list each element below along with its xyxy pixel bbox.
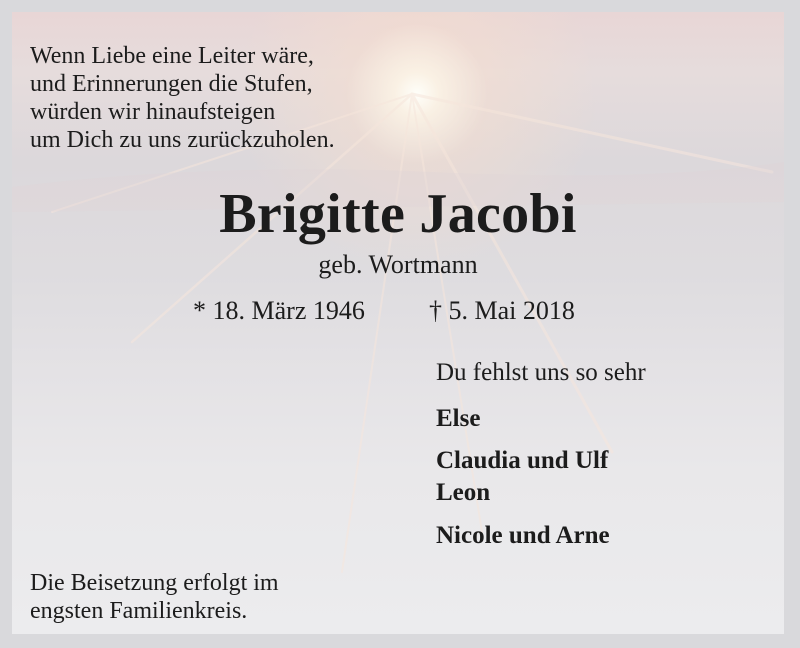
poem-line: und Erinnerungen die Stufen, (30, 71, 313, 97)
mourner-name: Else (436, 405, 481, 432)
mourner-name: Leon (436, 479, 491, 506)
light-rays (52, 94, 772, 572)
memorial-poem (30, 42, 335, 154)
poem-line: Wenn Liebe eine Leiter wäre, (30, 43, 314, 69)
poem-line: um Dich zu uns zurückzuholen. (30, 127, 335, 153)
funeral-note-line: engsten Familienkreis. (30, 598, 248, 624)
deceased-name: Brigitte Jacobi (219, 183, 577, 245)
funeral-note-line: Die Beisetzung erfolgt im (30, 570, 279, 596)
birth-date: * 18. März 1946 (193, 296, 365, 325)
mourner-name: Nicole und Arne (436, 522, 610, 549)
obituary-card (12, 12, 784, 634)
maiden-name: geb. Wortmann (318, 250, 478, 279)
death-date: † 5. Mai 2018 (429, 296, 575, 325)
mourner-name: Claudia und Ulf (436, 447, 609, 474)
poem-line: würden wir hinaufsteigen (30, 99, 276, 125)
farewell-message: Du fehlst uns so sehr (436, 359, 646, 386)
funeral-note (30, 569, 279, 625)
